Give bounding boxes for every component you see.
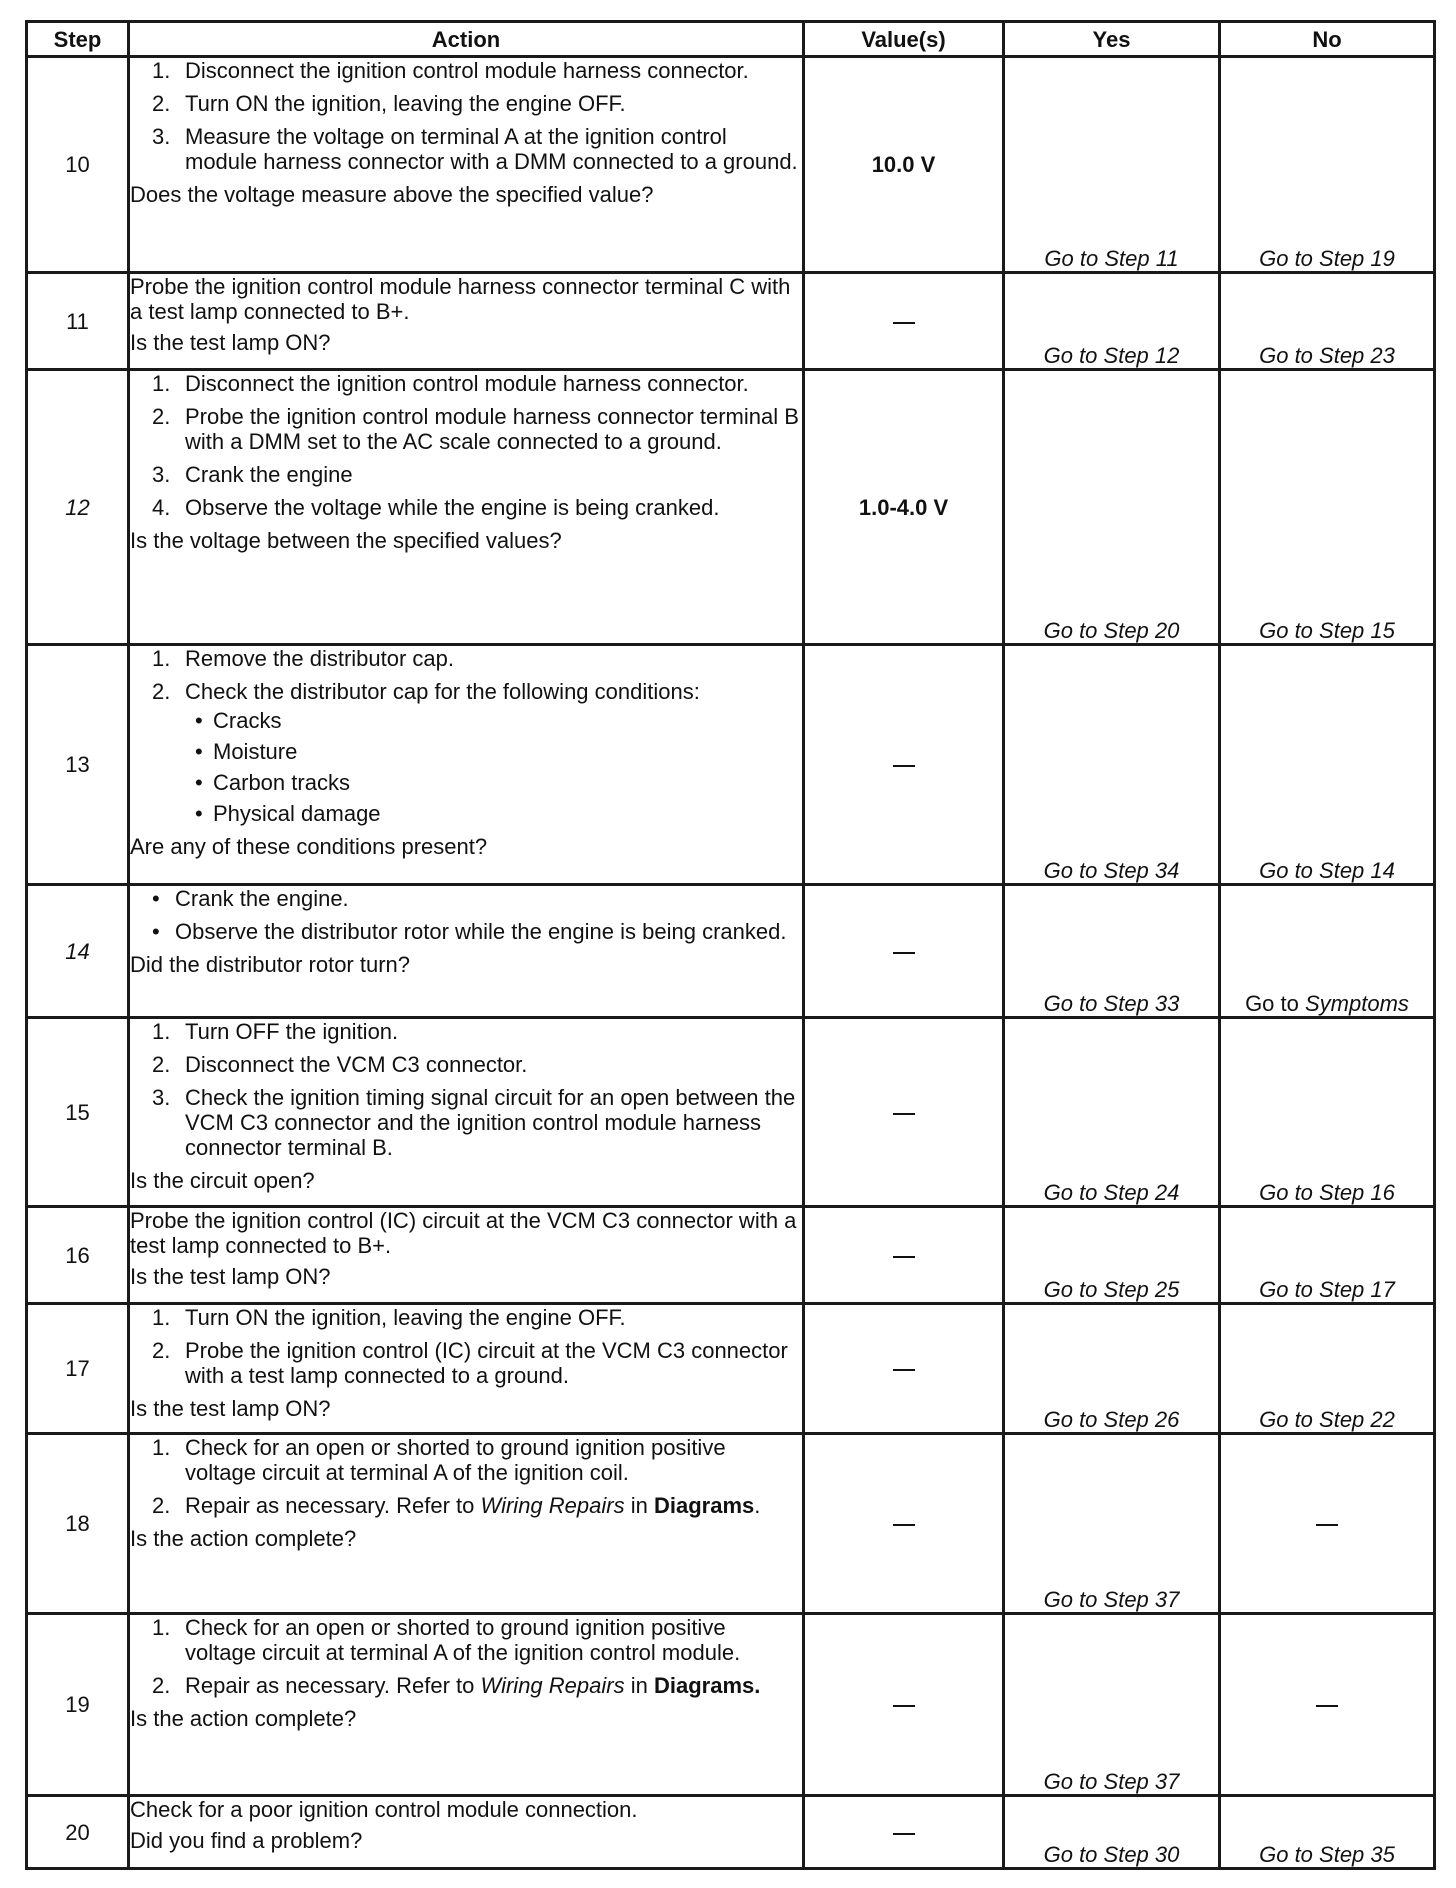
value-cell [804,273,1004,370]
step-number: 20 [27,1796,129,1869]
no-cell [1220,1614,1435,1796]
step-number: 10 [27,57,129,273]
condition-item: • Physical damage [195,801,381,826]
action-step: 2. Probe the ignition control module harness connector terminal B with a DMM set to the AC scale connected to a ground. [152,404,799,454]
dash-mark [893,765,915,767]
no-link[interactable]: Go to Symptoms [1220,885,1435,1018]
step-number: 13 [27,645,129,885]
action-question: Is the test lamp ON? [130,1264,331,1289]
step-number: 14 [27,885,129,1018]
action-step: 1. Check for an open or shorted to ground ignition positive voltage circuit at terminal A of the ignition coil. [152,1435,726,1485]
action-cell [129,1018,804,1207]
no-link[interactable]: Go to Step 17 [1220,1207,1435,1304]
no-link[interactable]: Go to Step 35 [1220,1796,1435,1869]
action-step: 3. Crank the engine [152,462,353,487]
action-cell [129,1207,804,1304]
action-text: Probe the ignition control module harness connector terminal C with a test lamp connected to B+. [130,274,791,324]
no-link[interactable]: Go to Step 23 [1220,273,1435,370]
action-text: Probe the ignition control (IC) circuit at the VCM C3 connector with a test lamp connected to B+. [130,1208,797,1258]
value-cell [804,1304,1004,1434]
dash-mark [893,1705,915,1707]
value-cell [804,1796,1004,1869]
action-step: 1. Turn ON the ignition, leaving the engine OFF. [152,1305,626,1330]
dash-mark [893,1833,915,1835]
no-link[interactable]: Go to Step 15 [1220,370,1435,645]
action-steps [130,58,802,174]
yes-link[interactable]: Go to Step 37 [1004,1614,1220,1796]
dash-mark [893,1256,915,1258]
diagrams-ref: Diagrams. [653,1673,761,1698]
yes-link[interactable]: Go to Step 24 [1004,1018,1220,1207]
table-row [27,645,1435,885]
action-steps [130,1019,802,1160]
action-cell [129,370,804,645]
step-number: 16 [27,1207,129,1304]
header-values: Value(s) [804,22,1004,57]
value-cell: 10.0 V [804,57,1004,273]
action-step: 2. Probe the ignition control (IC) circuit at the VCM C3 connector with a test lamp connected to a ground. [152,1338,788,1388]
action-steps [130,1435,802,1518]
condition-item: • Moisture [195,739,298,764]
action-step: 2. Turn ON the ignition, leaving the engine OFF. [152,91,626,116]
table-row [27,885,1435,1018]
dash-mark [893,1113,915,1115]
yes-link[interactable]: Go to Step 11 [1004,57,1220,273]
action-cell [129,1614,804,1796]
value-cell [804,885,1004,1018]
yes-link[interactable]: Go to Step 33 [1004,885,1220,1018]
action-step: 1. Disconnect the ignition control module harness connector. [152,58,749,83]
action-cell [129,1796,804,1869]
action-step: 2. Disconnect the VCM C3 connector. [152,1052,528,1077]
dash-mark [1316,1705,1338,1707]
action-cell [129,1304,804,1434]
action-question: Is the action complete? [130,1526,357,1551]
action-text: Check for a poor ignition control module connection. [130,1797,638,1822]
step-number: 19 [27,1614,129,1796]
step-number: 15 [27,1018,129,1207]
value-cell [804,645,1004,885]
action-question: Does the voltage measure above the specified value? [130,182,654,207]
table-row [27,273,1435,370]
dash-mark [893,1524,915,1526]
action-step: 2. Repair as necessary. Refer to Wiring Repairs in Diagrams. [152,1493,761,1518]
wiring-repairs-ref: Wiring Repairs [480,1493,625,1518]
action-cell [129,57,804,273]
condition-list [185,708,802,826]
value-cell [804,1018,1004,1207]
action-step: 2. Repair as necessary. Refer to Wiring Repairs in Diagrams. [152,1673,761,1698]
action-cell [129,645,804,885]
action-question: Is the circuit open? [130,1168,315,1193]
action-step: 1. Check for an open or shorted to ground ignition positive voltage circuit at terminal A of the ignition control module. [152,1615,741,1665]
action-steps [130,646,802,826]
dash-mark [893,1369,915,1371]
value-cell: 1.0-4.0 V [804,370,1004,645]
table-row [27,1614,1435,1796]
action-steps [130,1305,802,1388]
step-number: 17 [27,1304,129,1434]
action-step: 1. Remove the distributor cap. [152,646,455,671]
table-row [27,1434,1435,1614]
header-row [27,22,1435,57]
action-step: 2. Check the distributor cap for the following conditions: • Cracks • Moisture • Carbon tracks • Physical damage [130,679,802,826]
diagrams-ref: Diagrams [653,1493,755,1518]
no-cell [1220,1434,1435,1614]
action-steps [130,371,802,520]
table-row [27,57,1435,273]
action-steps [130,1615,802,1698]
value-cell [804,1614,1004,1796]
no-link[interactable]: Go to Step 14 [1220,645,1435,885]
action-step: 3. Measure the voltage on terminal A at the ignition control module harness connector with a DMM connected to a ground. [152,124,798,174]
action-question: Are any of these conditions present? [130,834,488,859]
action-question: Is the voltage between the specified values? [130,528,562,553]
action-question: Did the distributor rotor turn? [130,952,411,977]
action-question: Is the test lamp ON? [130,1396,331,1421]
yes-link[interactable]: Go to Step 12 [1004,273,1220,370]
step-number: 18 [27,1434,129,1614]
dash-mark [893,322,915,324]
condition-item: • Cracks [195,708,282,733]
action-cell [129,1434,804,1614]
header-action: Action [129,22,804,57]
action-bullet: • Observe the distributor rotor while the engine is being cranked. [152,919,787,944]
action-question: Is the test lamp ON? [130,330,331,355]
dash-mark [1316,1524,1338,1526]
action-step: 3. Check the ignition timing signal circuit for an open between the VCM C3 connector and the ignition control module harness connector terminal B. [152,1085,796,1160]
no-link[interactable]: Go to Step 16 [1220,1018,1435,1207]
yes-link[interactable]: Go to Step 25 [1004,1207,1220,1304]
action-cell [129,885,804,1018]
table-row [27,370,1435,645]
dash-mark [893,952,915,954]
header-yes: Yes [1004,22,1220,57]
wiring-repairs-ref: Wiring Repairs [480,1673,625,1698]
yes-link[interactable]: Go to Step 30 [1004,1796,1220,1869]
value-cell [804,1434,1004,1614]
condition-item: • Carbon tracks [195,770,350,795]
table-row [27,1796,1435,1869]
step-number: 12 [27,370,129,645]
table-row [27,1018,1435,1207]
no-link[interactable]: Go to Step 19 [1220,57,1435,273]
action-bullet: • Crank the engine. [152,886,349,911]
yes-link[interactable]: Go to Step 20 [1004,370,1220,645]
action-step: 1. Turn OFF the ignition. [152,1019,399,1044]
header-no: No [1220,22,1435,57]
yes-link[interactable]: Go to Step 37 [1004,1434,1220,1614]
table-row [27,1304,1435,1434]
action-cell [129,273,804,370]
action-bullets [130,886,802,944]
table-row [27,1207,1435,1304]
action-question: Did you find a problem? [130,1828,363,1853]
header-step: Step [27,22,129,57]
action-step: 1. Disconnect the ignition control module harness connector. [152,371,749,396]
yes-link[interactable]: Go to Step 26 [1004,1304,1220,1434]
diagnostic-table [25,20,1436,1870]
step-number: 11 [27,273,129,370]
action-step: 4. Observe the voltage while the engine is being cranked. [152,495,720,520]
action-question: Is the action complete? [130,1706,357,1731]
yes-link[interactable]: Go to Step 34 [1004,645,1220,885]
value-cell [804,1207,1004,1304]
no-link[interactable]: Go to Step 22 [1220,1304,1435,1434]
